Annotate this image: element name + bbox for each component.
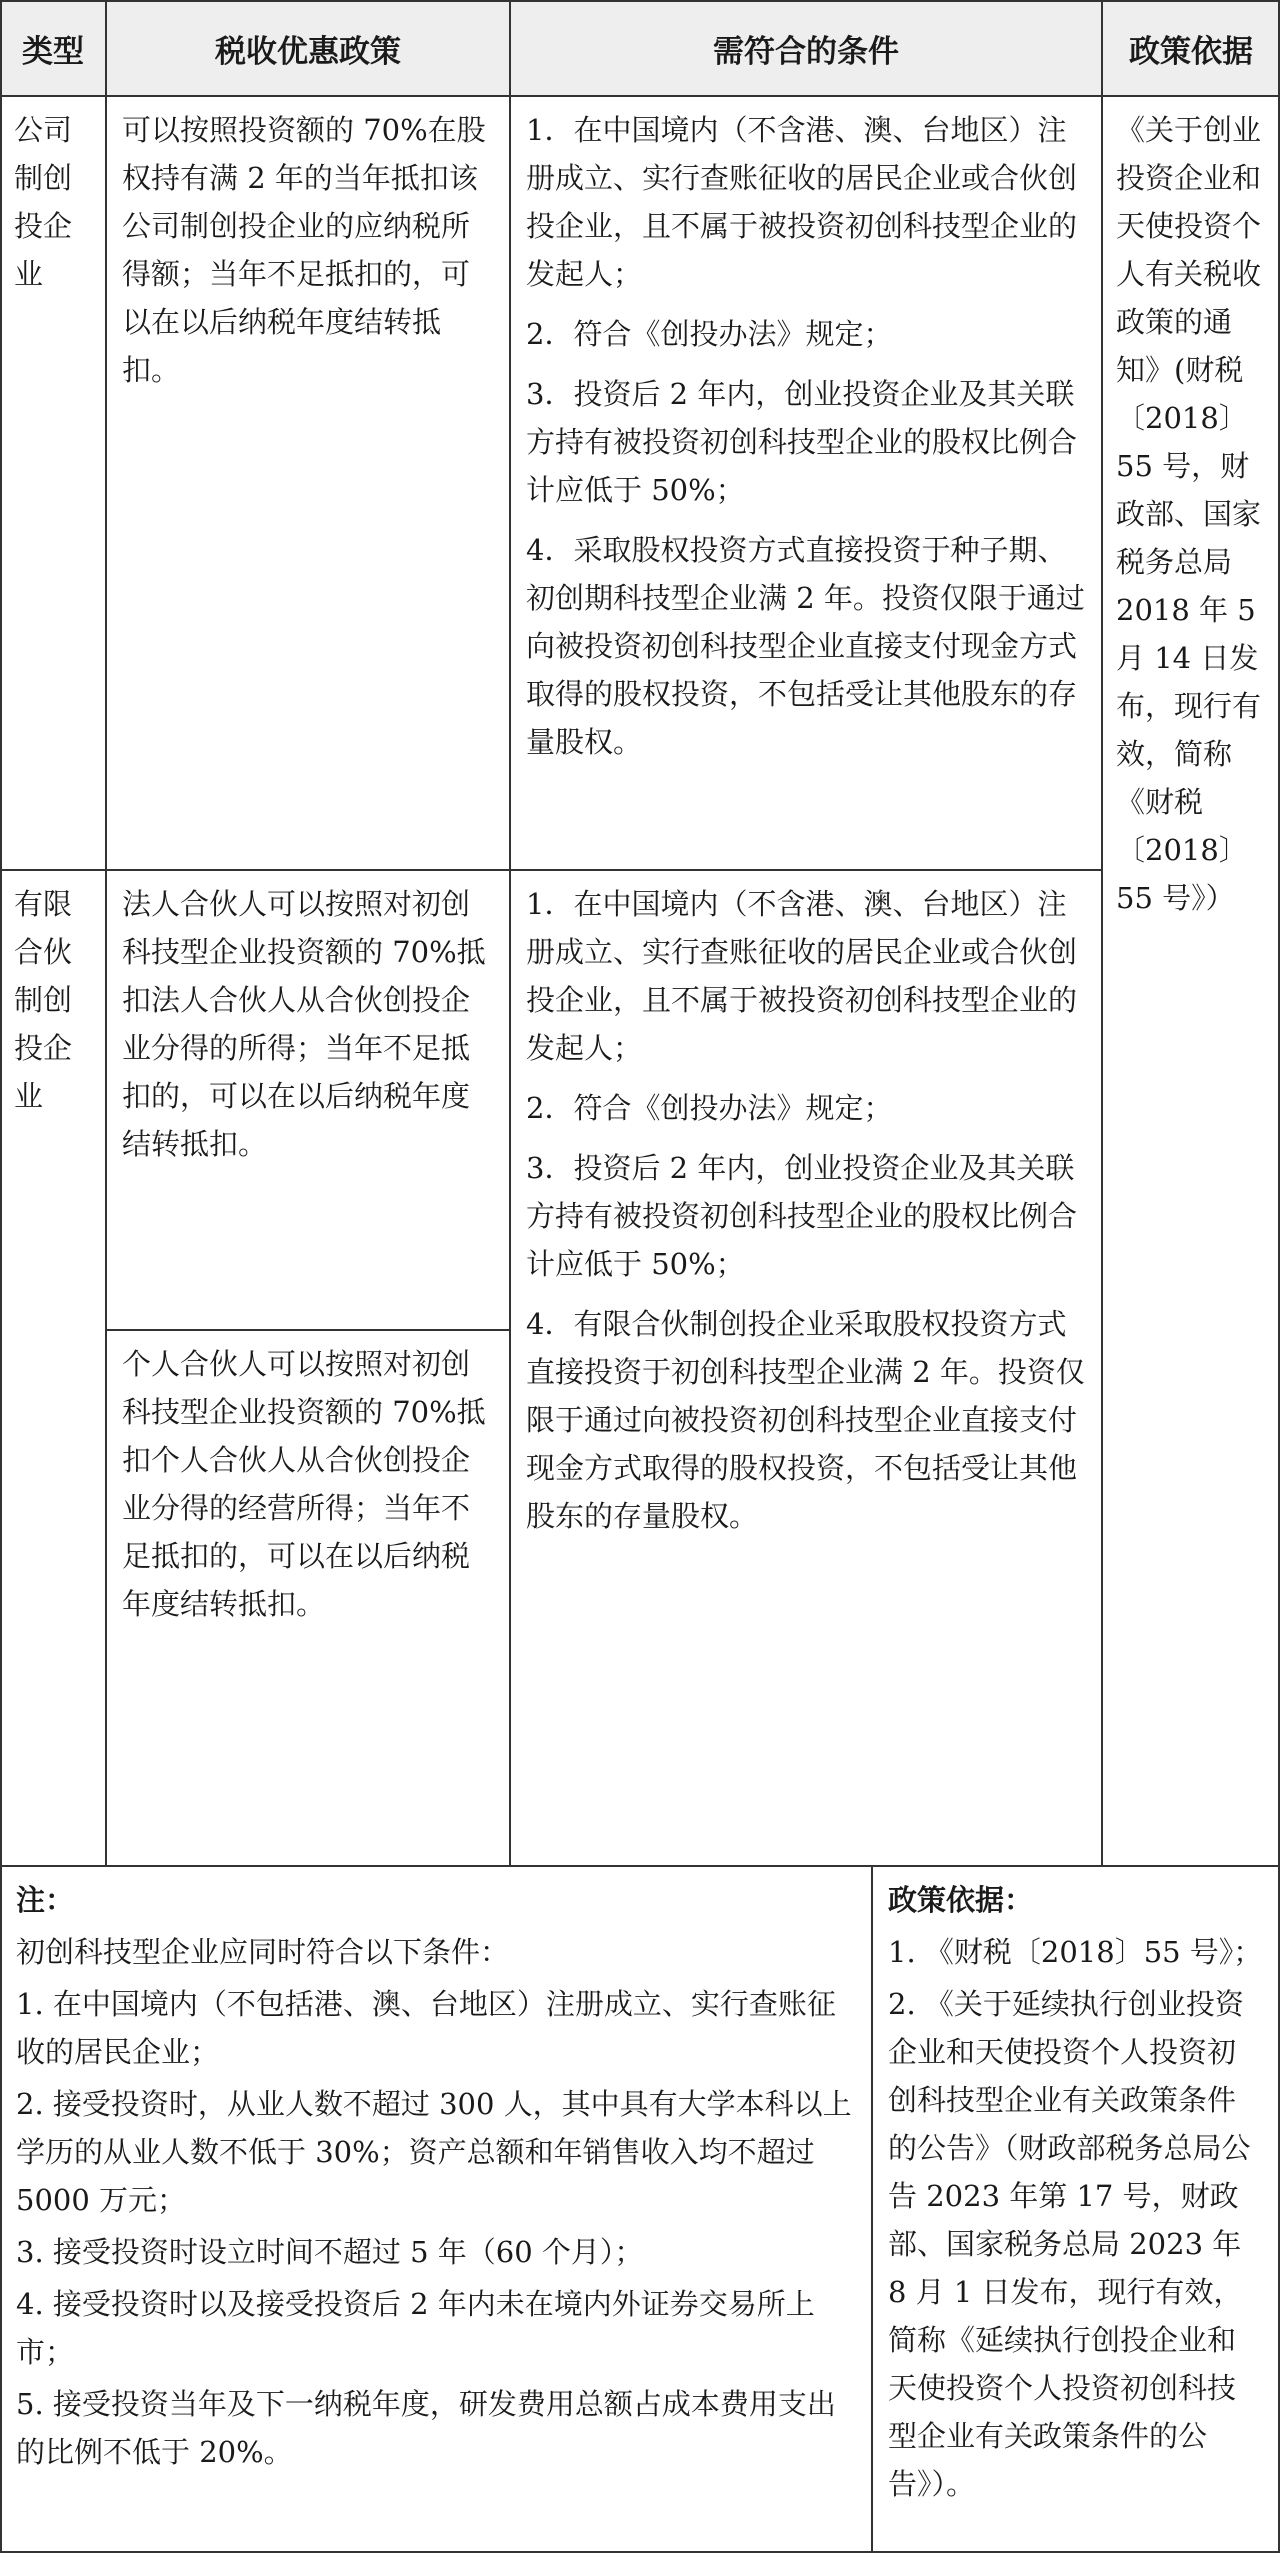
row2-type: 有限合伙制创投企业 (14, 887, 73, 1113)
row2-policy-corporate: 法人合伙人可以按照对初创科技型企业投资额的 70%抵扣法人合伙人从合伙创投企业分得的所得；当年不足抵扣的，可以在以后纳税年度结转抵扣。 (122, 887, 486, 1161)
header-type: 类型 (0, 0, 106, 96)
col-divider-3 (1101, 0, 1103, 1866)
row2-policy-individual: 个人合伙人可以按照对初创科技型企业投资额的 70%抵扣个人合伙人从合伙创投企业分得的经营所得；当年不足抵扣的，可以在以后纳税年度结转抵扣。 (122, 1347, 486, 1621)
col-divider-2 (509, 0, 511, 1866)
col-divider-1 (105, 0, 107, 1866)
note-item-1: 1. 在中国境内（不包括港、澳、台地区）注册成立、实行查账征收的居民企业； (16, 1987, 836, 2069)
note-basis-item-2: 2. 《关于延续执行创业投资企业和天使投资个人投资初创科技型企业有关政策条件的公告》（财政部税务总局公告 2023 年第 17 号，财政部、国家税务总局 2023 年 8 月 1 日发布，现行有效，简称《延续执行创投企业和天使投资个人投资初创科技型企业有关政策条件的公告》）。 (888, 1987, 1251, 2501)
row1-condition-4: 4．采取股权投资方式直接投资于种子期、初创期科技型企业满 2 年。投资仅限于通过向被投资初创科技型企业直接支付现金方式取得的股权投资，不包括受让其他股东的存量股权。 (526, 533, 1085, 759)
policy-basis: 《关于创业投资企业和天使投资个人有关税收政策的通知》(财税〔2018〕55 号，财政部、国家税务总局 2018 年 5 月 14 日发布，现行有效，简称《财税〔2018〕55 号》） (1116, 113, 1262, 915)
row1-condition-2: 2．符合《创投办法》规定； (526, 317, 893, 351)
policy-split-divider (106, 1329, 510, 1331)
header-basis: 政策依据 (1102, 0, 1280, 96)
row1-condition-3: 3．投资后 2 年内，创业投资企业及其关联方持有被投资初创科技型企业的股权比例合计应低于 50%； (526, 377, 1078, 507)
row2-conditions (510, 870, 1102, 1866)
header-conditions: 需符合的条件 (510, 0, 1102, 96)
header-divider (0, 95, 1280, 97)
note-item-3: 3. 接受投资时设立时间不超过 5 年（60 个月）； (16, 2235, 644, 2269)
notes-col-divider (871, 1866, 873, 2553)
note-basis-title: 政策依据： (888, 1883, 1034, 1917)
note-item-2: 2. 接受投资时，从业人数不超过 300 人，其中具有大学本科以上学历的从业人数不低于 30%；资产总额和年销售收入均不超过 5000 万元； (16, 2087, 852, 2217)
row1-condition-1: 1．在中国境内（不含港、澳、台地区）注册成立、实行查账征收的居民企业或合伙创投企业，且不属于被投资初创科技型企业的发起人； (526, 113, 1078, 291)
row2-condition-4: 4．有限合伙制创投企业采取股权投资方式直接投资于初创科技型企业满 2 年。投资仅限于通过向被投资初创科技型企业直接支付现金方式取得的股权投资，不包括受让其他股东的存量股权。 (526, 1307, 1085, 1533)
row-divider (0, 869, 1102, 871)
note-basis-section (872, 1866, 1280, 2553)
border-left (0, 0, 2, 2553)
note-title: 注： (16, 1883, 75, 1917)
row2-condition-2: 2．符合《创投办法》规定； (526, 1091, 893, 1125)
notes-divider (0, 1865, 1280, 1867)
note-section (0, 1866, 872, 2553)
row1-policy: 可以按照投资额的 70%在股权持有满 2 年的当年抵扣该公司制创投企业的应纳税所得额；当年不足抵扣的，可以在以后纳税年度结转抵扣。 (122, 113, 486, 387)
row1-type: 公司制创投企业 (14, 113, 73, 291)
row1-conditions (510, 96, 1102, 870)
header-policy: 税收优惠政策 (106, 0, 510, 96)
note-basis-item-1: 1. 《财税〔2018〕55 号》； (888, 1935, 1263, 1969)
note-intro: 初创科技型企业应同时符合以下条件： (16, 1935, 510, 1969)
border-top (0, 0, 1280, 2)
note-item-4: 4. 接受投资时以及接受投资后 2 年内未在境内外证券交易所上市； (16, 2287, 815, 2369)
note-item-5: 5. 接受投资当年及下一纳税年度，研发费用总额占成本费用支出的比例不低于 20%。 (16, 2387, 836, 2469)
row2-condition-3: 3．投资后 2 年内，创业投资企业及其关联方持有被投资初创科技型企业的股权比例合计应低于 50%； (526, 1151, 1078, 1281)
row2-condition-1: 1．在中国境内（不含港、澳、台地区）注册成立、实行查账征收的居民企业或合伙创投企业，且不属于被投资初创科技型企业的发起人； (526, 887, 1078, 1065)
